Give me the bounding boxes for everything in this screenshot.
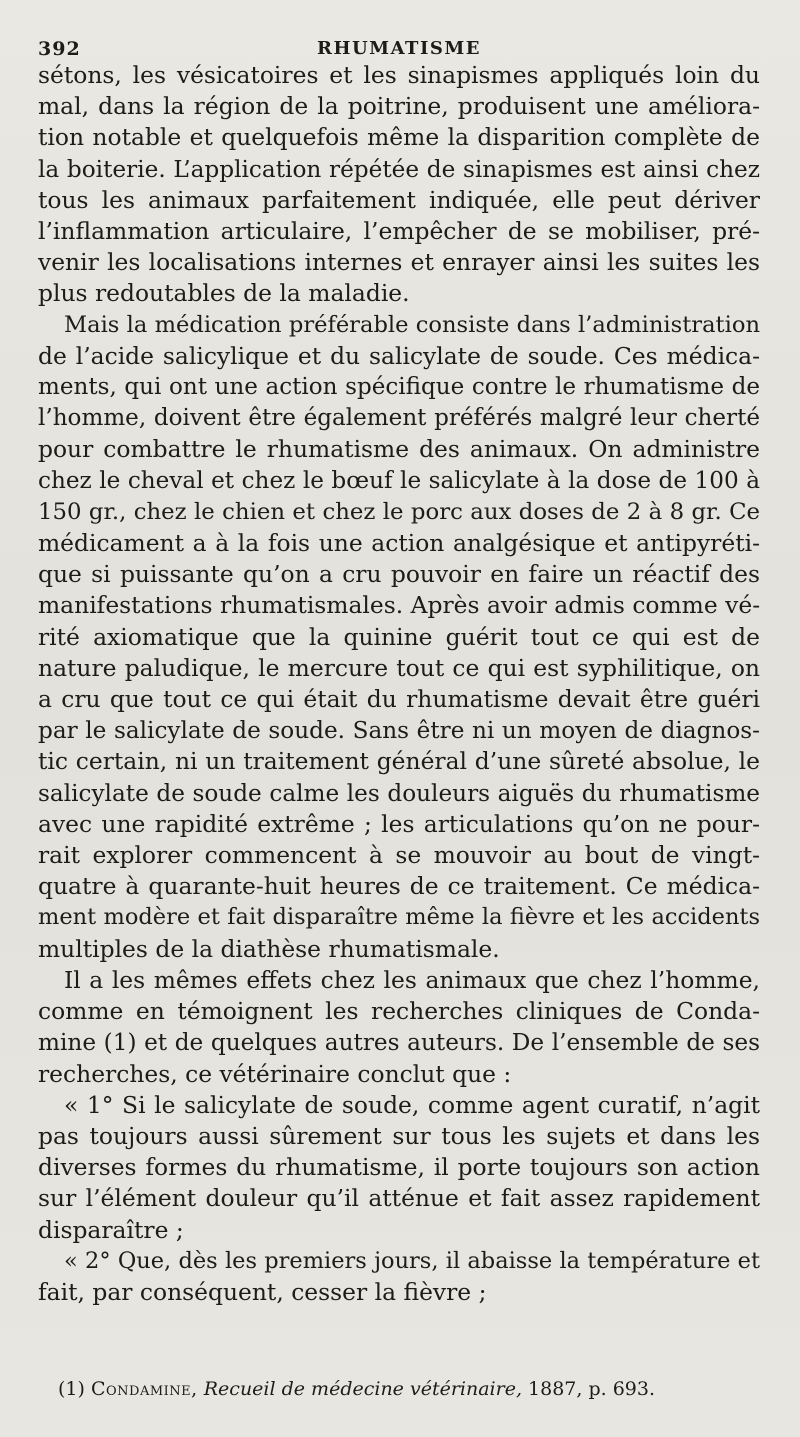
text-line: « 2° Que, dès les premiers jours, il abaisse la température et bbox=[64, 1247, 760, 1274]
paragraph bbox=[38, 60, 760, 310]
text-line: rait explorer commencent à se mouvoir au bout de vingt- bbox=[38, 841, 760, 870]
text-line: multiples de la diathèse rhumatismale. bbox=[38, 934, 500, 963]
text-line: rité axiomatique que la quinine guérit tout ce qui est de bbox=[38, 622, 760, 651]
page-number: 392 bbox=[38, 38, 81, 60]
text-line: ments, qui ont une action spécifique contre le rhumatisme de bbox=[38, 374, 760, 401]
text-line: sétons, les vésicatoires et les sinapismes appliqués loin du bbox=[38, 61, 760, 89]
text-line: la boiterie. L’application répétée de sinapismes est ainsi chez bbox=[38, 155, 760, 183]
text-line: Mais la médication préférable consiste dans l’administration bbox=[64, 311, 760, 338]
text-line: Il a les mêmes effets chez les animaux que chez l’homme, bbox=[64, 965, 760, 994]
body-text bbox=[38, 60, 760, 1308]
text-line: l’homme, doivent être également préférés malgré leur cherté bbox=[38, 405, 760, 432]
page-header bbox=[38, 0, 760, 60]
text-line: venir les localisations internes et enrayer ainsi les suites les bbox=[38, 248, 760, 277]
text-line: fait, par conséquent, cesser la fièvre ; bbox=[38, 1277, 487, 1306]
text-line: pour combattre le rhumatisme des animaux. On administre bbox=[38, 435, 760, 464]
paragraph bbox=[38, 1090, 760, 1246]
text-line: médicament a à la fois une action analgésique et antipyréti- bbox=[38, 529, 760, 558]
text-line: tion notable et quelquefois même la disparition complète de bbox=[38, 123, 760, 152]
text-line: quatre à quarante-huit heures de ce traitement. Ce médica- bbox=[38, 872, 760, 901]
text-line: recherches, ce vétérinaire conclut que : bbox=[38, 1059, 512, 1088]
text-line: sur l’élément douleur qu’il atténue et fait assez rapidement bbox=[38, 1184, 760, 1213]
text-line: par le salicylate de soude. Sans être ni un moyen de diagnos- bbox=[38, 717, 760, 745]
text-line: comme en témoignent les recherches cliniques de Conda- bbox=[38, 997, 760, 1026]
paragraph bbox=[38, 1246, 760, 1308]
text-line: « 1° Si le salicylate de soude, comme agent curatif, n’agit bbox=[64, 1090, 760, 1119]
text-line: tic certain, ni un traitement général d’une sûreté absolue, le bbox=[38, 747, 760, 776]
text-line: pas toujours aussi sûrement sur tous les sujets et dans les bbox=[38, 1121, 760, 1150]
footnote-marker: (1) bbox=[58, 1378, 85, 1400]
footnote-citation: 1887, p. 693. bbox=[528, 1378, 656, 1400]
text-line: a cru que tout ce qui était du rhumatisme devait être guéri bbox=[38, 685, 760, 714]
text-line: mine (1) et de quelques autres auteurs. De l’ensemble de ses bbox=[38, 1029, 760, 1057]
text-line: que si puissante qu’on a cru pouvoir en faire un réactif des bbox=[38, 560, 760, 589]
paragraph bbox=[38, 310, 760, 965]
text-line: nature paludique, le mercure tout ce qui est syphilitique, on bbox=[38, 653, 760, 682]
text-line: 150 gr., chez le chien et chez le porc aux doses de 2 à 8 gr. Ce bbox=[38, 498, 760, 525]
text-line: de l’acide salicylique et du salicylate de soude. Ces médica- bbox=[38, 341, 760, 370]
text-line: disparaître ; bbox=[38, 1215, 184, 1244]
text-line: plus redoutables de la maladie. bbox=[38, 279, 410, 308]
text-line: mal, dans la région de la poitrine, produisent une améliora- bbox=[38, 92, 760, 121]
text-line: avec une rapidité extrême ; les articulations qu’on ne pour- bbox=[38, 809, 760, 838]
footnote-author: Condamine, bbox=[90, 1378, 198, 1400]
text-line: chez le cheval et chez le bœuf le salicylate à la dose de 100 à bbox=[38, 467, 760, 494]
text-line: tous les animaux parfaitement indiquée, elle peut dériver bbox=[38, 185, 760, 214]
text-line: salicylate de soude calme les douleurs aiguës du rhumatisme bbox=[38, 779, 760, 807]
paragraph bbox=[38, 965, 760, 1090]
text-line: l’inflammation articulaire, l’empêcher de se mobiliser, pré- bbox=[38, 217, 760, 246]
footnote-journal: Recueil de médecine vétérinaire, bbox=[203, 1378, 522, 1400]
footnote bbox=[58, 1376, 655, 1402]
text-line: diverses formes du rhumatisme, il porte toujours son action bbox=[38, 1153, 760, 1182]
text-line: ment modère et fait disparaître même la fièvre et les accidents bbox=[38, 904, 760, 931]
running-title: RHUMATISME bbox=[316, 38, 482, 59]
text-line: manifestations rhumatismales. Après avoir admis comme vé- bbox=[38, 591, 761, 620]
